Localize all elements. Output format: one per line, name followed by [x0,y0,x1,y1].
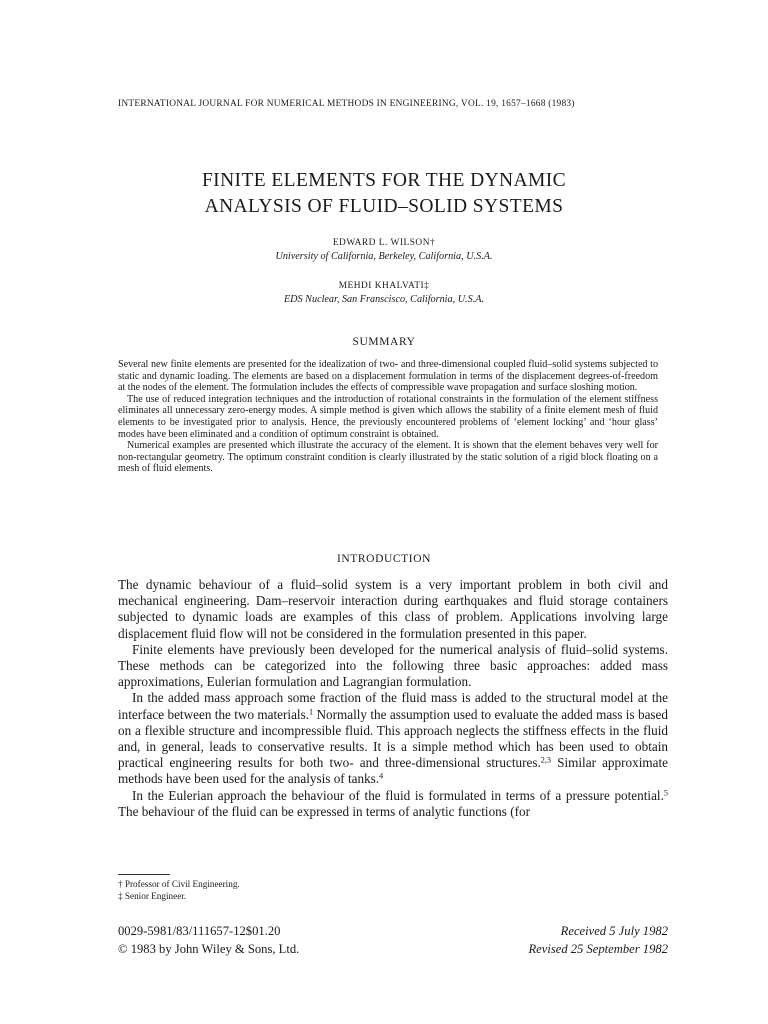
intro-paragraph [118,690,668,787]
intro-text: The behaviour of the fluid can be expressed in terms of analytic functions (for [118,803,530,819]
citation-ref: 5 [663,788,668,798]
intro-paragraph: Finite elements have previously been developed for the numerical analysis of fluid–solid systems. These methods can be categorized into the following three basic approaches: added mass approximations, Eulerian formulation and Lagrangian formulation. [118,641,668,690]
summary-text [118,359,658,475]
revised-date: Revised 25 September 1982 [528,942,668,956]
author-name: EDWARD L. WILSON† [332,238,436,248]
intro-text: In the added mass approach some fraction of the fluid mass is added to the structural model at the interface between the two materials. [118,690,668,722]
author-affiliation: University of California, Berkeley, California, U.S.A. [275,251,493,262]
footnote: † Professor of Civil Engineering. [118,879,240,889]
intro-paragraph [118,788,668,820]
introduction-text [118,577,668,820]
citation-ref: 1 [309,707,314,717]
intro-text: Similar approximate methods have been used for the analysis of tanks. [118,755,668,787]
author-block-2 [0,281,768,305]
title-line-1: FINITE ELEMENTS FOR THE DYNAMIC [201,170,567,191]
received-date: Received 5 July 1982 [560,924,668,938]
author-name: MEHDI KHALVATI‡ [338,281,430,291]
author-block-1 [0,238,768,262]
intro-text: Normally the assumption used to evaluate the added mass is based on a flexible structure and incompressible fluid. This approach neglects the stiffness effects in the fluid and, in general, leads to conservative results. It is a simple method which has been used to obtain practical engineering results for both two- and three-dimensional structures. [118,706,668,771]
title-line-2: ANALYSIS OF FLUID–SOLID SYSTEMS [204,196,564,217]
publication-code: 0029-5981/83/111657-12$01.20 [118,924,281,938]
publication-info [118,922,299,958]
summary-paragraph: Several new finite elements are presented for the idealization of two- and three-dimensional coupled fluid–solid systems subjected to static and dynamic loading. The elements are based on a displacement formulation in terms of the displacement degrees-of-freedom at the nodes of the element. The formulation includes the effects of compressible wave propagation and surface sloshing motion. [118,359,658,394]
copyright-notice: © 1983 by John Wiley & Sons, Ltd. [118,942,300,956]
author-affiliation: EDS Nuclear, San Franscisco, California, U.S.A. [283,294,485,305]
footnote: ‡ Senior Engineer. [118,891,187,901]
summary-heading: SUMMARY [352,336,416,348]
intro-paragraph: The dynamic behaviour of a fluid–solid system is a very important problem in both civil and mechanical engineering. Dam–reservoir interaction during earthquakes and fluid storage containers subjected to dynamic loads are examples of this class of problem. Applications involving large displacement fluid flow will not be considered in the formulation presented in this paper. [118,577,668,641]
footnotes [118,878,240,902]
introduction-heading: INTRODUCTION [336,553,432,565]
citation-ref: 2,3 [540,755,552,765]
paper-title [0,168,768,220]
footnote-rule [118,874,170,875]
citation-ref: 4 [379,771,384,781]
summary-paragraph: The use of reduced integration techniques and the introduction of rotational constraints in the formulation of the element stiffness eliminates all unnecessary zero-energy modes. A simple method is given which allows the stability of a finite element mesh of fluid elements to be investigated prior to analysis. Hence, the previously encountered problems of ‘element locking’ and ‘hour glass’ modes have been eliminated and a condition of optimum constraint is obtained. [118,393,658,440]
summary-paragraph: Numerical examples are presented which illustrate the accuracy of the element. It is shown that the element behaves very well for non-rectangular geometry. The optimum constraint condition is clearly illustrated by the static solution of a rigid block floating on a mesh of fluid elements. [118,440,658,475]
intro-text: In the Eulerian approach the behaviour of the fluid is formulated in terms of a pressure potential. [132,787,664,803]
running-head: INTERNATIONAL JOURNAL FOR NUMERICAL METHODS IN ENGINEERING, VOL. 19, 1657–1668 (1983) [118,99,575,109]
received-dates [528,922,668,958]
